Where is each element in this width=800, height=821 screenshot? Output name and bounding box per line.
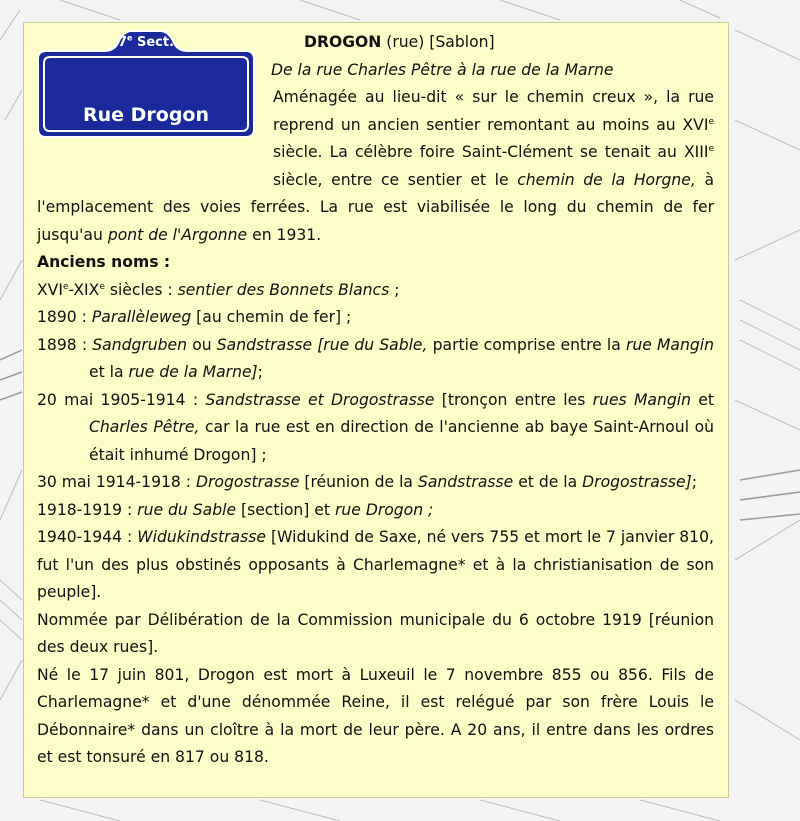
article-title: DROGON (rue) [Sablon] (304, 33, 495, 51)
article-text (37, 29, 714, 772)
bio-paragraph: Né le 17 juin 801, Drogon est mort à Luxeuil le 7 novembre 855 ou 856. Fils de Charlemagne* et d'une dénommée Reine, il est relégué par son frère Louis le Débonnaire* dans un cloître à la mort de leur père. A 20 ans, il entre dans les ordres et est tonsuré en 817 ou 818. (37, 665, 714, 766)
list-item: 20 mai 1905-1914 : Sandstrasse et Drogostrasse [tronçon entre les rues Mangin et Charles Pêtre, car la rue est en direction de l'ancienne ab baye Saint-Arnoul où était inhumé Drogon] ; (37, 390, 714, 464)
list-item: 1918-1919 : rue du Sable [section] et rue Drogon ; (37, 500, 434, 519)
list-item: 1890 : Parallèleweg [au chemin de fer] ; (37, 308, 352, 326)
sign-street-name: Rue Drogon (82, 104, 210, 126)
list-item: 1940-1944 : Widukindstrasse [Widukind de Saxe, né vers 755 et mort le 7 janvier 810, fut l'un des plus obstinés opposants à Charlemagne* et à la christianisation de son peuple]. (37, 528, 714, 601)
list-item: 30 mai 1914-1918 : Drogostrasse [réunion de la Sandstrasse et de la Drogostrasse]; (37, 473, 697, 491)
anciens-noms-label: Anciens noms : (37, 253, 171, 271)
intro-paragraph: Aménagée au lieu-dit « sur le chemin creux », la rue reprend un ancien sentier remontant au moins au XVIe siècle. La célèbre foire Saint-Clément se tenait au XIIIe siècle, entre ce sentier et le chemin de la Horgne, à l'emplacement des voies ferrées. La rue est viabilisée le long du chemin de fer jusqu'au pont de l'Argonne en 1931. (37, 88, 714, 244)
article-subtitle: De la rue Charles Pêtre à la rue de la Marne (271, 60, 614, 79)
nommee-paragraph: Nommée par Délibération de la Commission municipale du 6 octobre 1919 [réunion des deux rues]. (37, 610, 714, 656)
list-item: 1898 : Sandgruben ou Sandstrasse [rue du Sable, partie comprise entre la rue Mangin et la rue de la Marne]; (37, 335, 714, 381)
list-item: XVIe-XIXe siècles : sentier des Bonnets Blancs ; (37, 280, 400, 299)
section-label: 7e Sect. (117, 33, 175, 50)
